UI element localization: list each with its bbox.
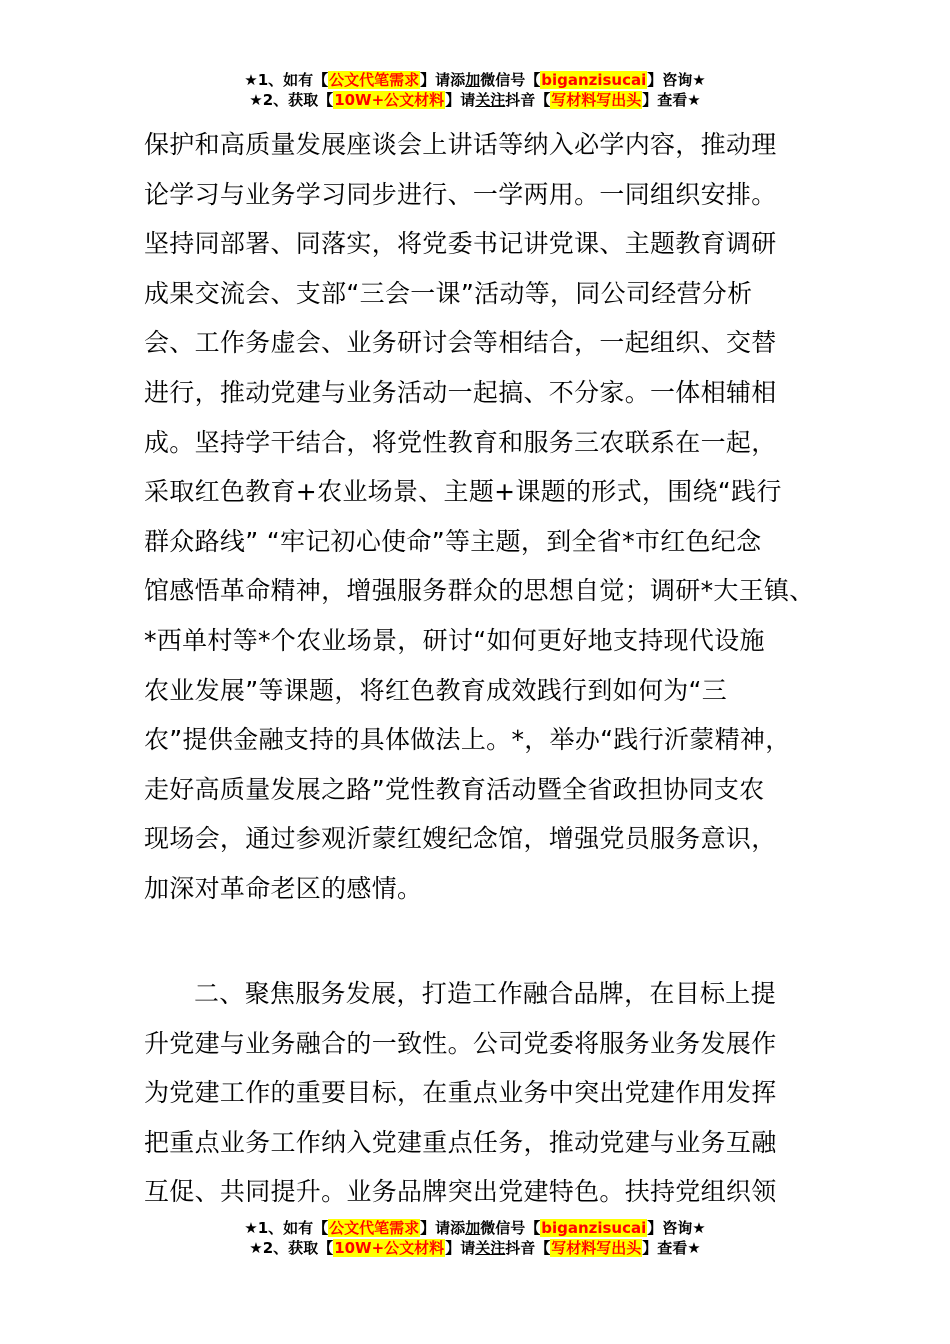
body-paragraph-1 xyxy=(144,120,844,914)
highlight-wechat-id: biganzisucai xyxy=(541,71,647,89)
highlight-materials: 10W+公文材料 xyxy=(334,91,445,109)
highlight-douyin-account: 写材料写出头 xyxy=(551,91,642,109)
footer-banner xyxy=(0,1218,950,1258)
highlight-ghostwriting: 公文代笔需求 xyxy=(329,1219,420,1237)
header-banner xyxy=(0,70,950,110)
banner-line-1: ★1、如有【公文代笔需求】请添加微信号【biganzisucai】咨询★ xyxy=(244,1219,706,1237)
text-line: 会、工作务虚会、业务研讨会等相结合，一起组织、交替 xyxy=(144,328,777,358)
text-line: 把重点业务工作纳入党建重点任务，推动党建与业务互融 xyxy=(144,1127,777,1157)
text-line: 群众路线” “牢记初心使命”等主题，到全省*市红色纪念 xyxy=(144,526,762,556)
text-line: *西单村等*个农业场景，研讨“如何更好地支持现代设施 xyxy=(144,625,765,655)
text-line: 采取红色教育+农业场景、主题+课题的形式，围绕“践行 xyxy=(144,477,782,507)
banner-line-2: ★2、获取【10W+公文材料】请关注抖音【写材料写出头】查看★ xyxy=(249,1239,701,1257)
text-line: 论学习与业务学习同步进行、一学两用。一同组织安排。 xyxy=(144,179,777,209)
highlight-materials: 10W+公文材料 xyxy=(334,1239,445,1257)
text-line: 馆感悟革命精神，增强服务群众的思想自觉；调研*大王镇、 xyxy=(144,576,815,606)
text-line: 为党建工作的重要目标，在重点业务中突出党建作用发挥 xyxy=(144,1078,777,1108)
banner-line-1: ★1、如有【公文代笔需求】请添加微信号【biganzisucai】咨询★ xyxy=(244,71,706,89)
body-paragraph-2 xyxy=(144,969,844,1217)
text-line: 保护和高质量发展座谈会上讲话等纳入必学内容，推动理 xyxy=(144,130,777,159)
text-line: 现场会，通过参观沂蒙红嫂纪念馆，增强党员服务意识， xyxy=(144,824,777,854)
text-line: 农业发展”等课题，将红色教育成效践行到如何为“三 xyxy=(144,675,728,705)
text-line: 成。坚持学干结合，将党性教育和服务三农联系在一起， xyxy=(144,427,777,457)
text-line: 走好高质量发展之路”党性教育活动暨全省政担协同支农 xyxy=(144,774,765,804)
highlight-ghostwriting: 公文代笔需求 xyxy=(329,71,420,89)
text-line: 农”提供金融支持的具体做法上。*，举办“践行沂蒙精神， xyxy=(144,725,791,755)
text-line: 进行，推动党建与业务活动一起搞、不分家。一体相辅相 xyxy=(144,377,777,407)
section-heading-line: 二、聚焦服务发展，打造工作融合品牌，在目标上提 xyxy=(194,979,776,1008)
highlight-wechat-id: biganzisucai xyxy=(541,1219,647,1237)
text-line: 成果交流会、支部“三会一课”活动等，同公司经营分析 xyxy=(144,278,753,308)
text-line: 加深对革命老区的感情。 xyxy=(144,873,423,903)
text-line: 升党建与业务融合的一致性。公司党委将服务业务发展作 xyxy=(144,1028,777,1058)
banner-line-2: ★2、获取【10W+公文材料】请关注抖音【写材料写出头】查看★ xyxy=(249,91,701,109)
highlight-douyin-account: 写材料写出头 xyxy=(551,1239,642,1257)
text-line: 互促、共同提升。业务品牌突出党建特色。扶持党组织领 xyxy=(144,1177,777,1207)
text-line: 坚持同部署、同落实，将党委书记讲党课、主题教育调研 xyxy=(144,229,777,259)
